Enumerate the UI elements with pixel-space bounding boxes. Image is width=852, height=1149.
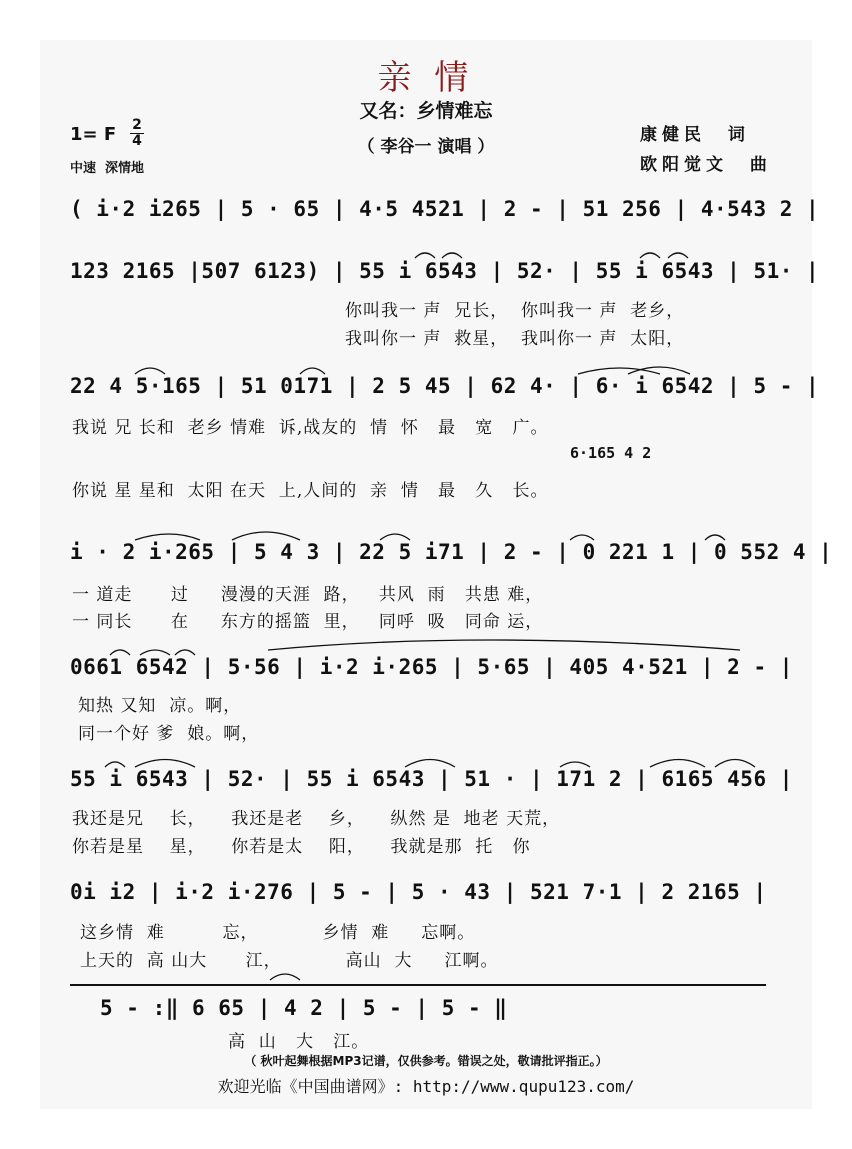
slur [415, 253, 435, 258]
slur [705, 535, 725, 540]
slur [300, 368, 325, 374]
staff-line-8: 5 - :‖ 6 65 | 4 2 | 5 - | 5 - ‖ [100, 996, 508, 1020]
slur [140, 650, 170, 655]
ossia-notes: 6·165 4 2 [570, 444, 652, 462]
slur [135, 760, 195, 768]
composer-credit: 欧阳觉文 曲 [640, 155, 772, 175]
staff-line-5: 0661 6542 | 5·56 | i·2 i·265 | 5·65 | 405 4·521 | 2 - | [70, 655, 793, 679]
lyric-line: 同一个好 爹 娘。啊， [78, 724, 260, 744]
lyric-line: 一 同长 在 东方的摇篮 里， 同呼 吸 同命 运， [72, 612, 544, 632]
song-title: 亲 情 [377, 58, 475, 98]
lyric-line: 上天的 高 山大 江， 高山 大 江啊。 [80, 951, 499, 971]
slur [405, 760, 455, 768]
staff-line-1: ( i·2 i265 | 5 · 65 | 4·5 4521 | 2 - | 51 256 | 4·543 2 | [70, 197, 820, 221]
slur [668, 253, 688, 258]
lyric-line: 你说 星 星和 太阳 在天 上,人间的 亲 情 最 久 长。 [72, 481, 549, 501]
lyric-line: 这乡情 难 忘， 乡情 难 忘啊。 [80, 923, 476, 943]
slur [175, 650, 195, 655]
lyricist-credit: 康健民 词 [640, 125, 750, 145]
slur [442, 253, 462, 258]
lyric-line: 高 山 大 江。 [228, 1032, 370, 1052]
slur [232, 532, 300, 540]
transcription-note: （ 秋叶起舞根据MP3记谱，仅供参考。错误之处，敬请批评指正。） [244, 1054, 608, 1068]
slur [640, 253, 660, 258]
slur [135, 534, 200, 540]
staff-line-7: 0i i2 | i·2 i·276 | 5 - | 5 · 43 | 521 7·1 | 2 2165 | [70, 880, 767, 904]
tempo-marking: 中速 深情地 [70, 161, 145, 176]
staff-line-2: 123 2165 |507 6123) | 55 i 6543 | 52· | 55 i 6543 | 51· | [70, 259, 820, 283]
performer: （ 李谷一 演唱 ） [357, 137, 495, 157]
time-signature-bottom: 4 [130, 133, 144, 149]
lyric-line: 我还是兄 长， 我还是老 乡， 纵然 是 地老 天荒， [72, 809, 561, 829]
slur [380, 534, 410, 540]
lyric-line: 你叫我一 声 兄长， 你叫我一 声 老乡， [345, 301, 685, 321]
slur [268, 640, 740, 650]
time-signature-top: 2 [132, 117, 142, 133]
lyric-line: 你若是星 星， 你若是太 阳， 我就是那 托 你 [72, 837, 531, 857]
song-alias: 又名：乡情难忘 [359, 100, 493, 122]
slur [270, 974, 300, 980]
site-footer: 欢迎光临《中国曲谱网》: http://www.qupu123.com/ [217, 1077, 635, 1096]
slur [110, 650, 130, 655]
slur [578, 368, 660, 374]
slur [105, 762, 125, 767]
lyric-line: 知热 又知 凉。啊， [78, 696, 242, 716]
slur [715, 760, 755, 768]
staff-line-3: 22 4 5·165 | 51 0171 | 2 5 45 | 62 4· | 6· i 6542 | 5 - | [70, 374, 820, 398]
lyric-line: 一 道走 过 漫漫的天涯 路， 共风 雨 共患 难， [72, 585, 544, 605]
slur [570, 535, 594, 540]
key-signature: 1= F [70, 124, 117, 145]
slur [628, 367, 690, 374]
staff-line-4: i · 2 i·265 | 5 4 3 | 22 5 i71 | 2 - | 0 221 1 | 0 552 4 | [70, 540, 833, 564]
slur [650, 760, 705, 768]
slur [135, 368, 165, 374]
lyric-line: 我叫你一 声 救星， 我叫你一 声 太阳， [345, 329, 685, 349]
slur [560, 762, 590, 767]
lyric-line: 我说 兄 长和 老乡 情难 诉,战友的 情 怀 最 宽 广。 [72, 418, 549, 438]
staff-line-6: 55 i 6543 | 52· | 55 i 6543 | 51 · | 171 2 | 6165 456 | [70, 767, 793, 791]
